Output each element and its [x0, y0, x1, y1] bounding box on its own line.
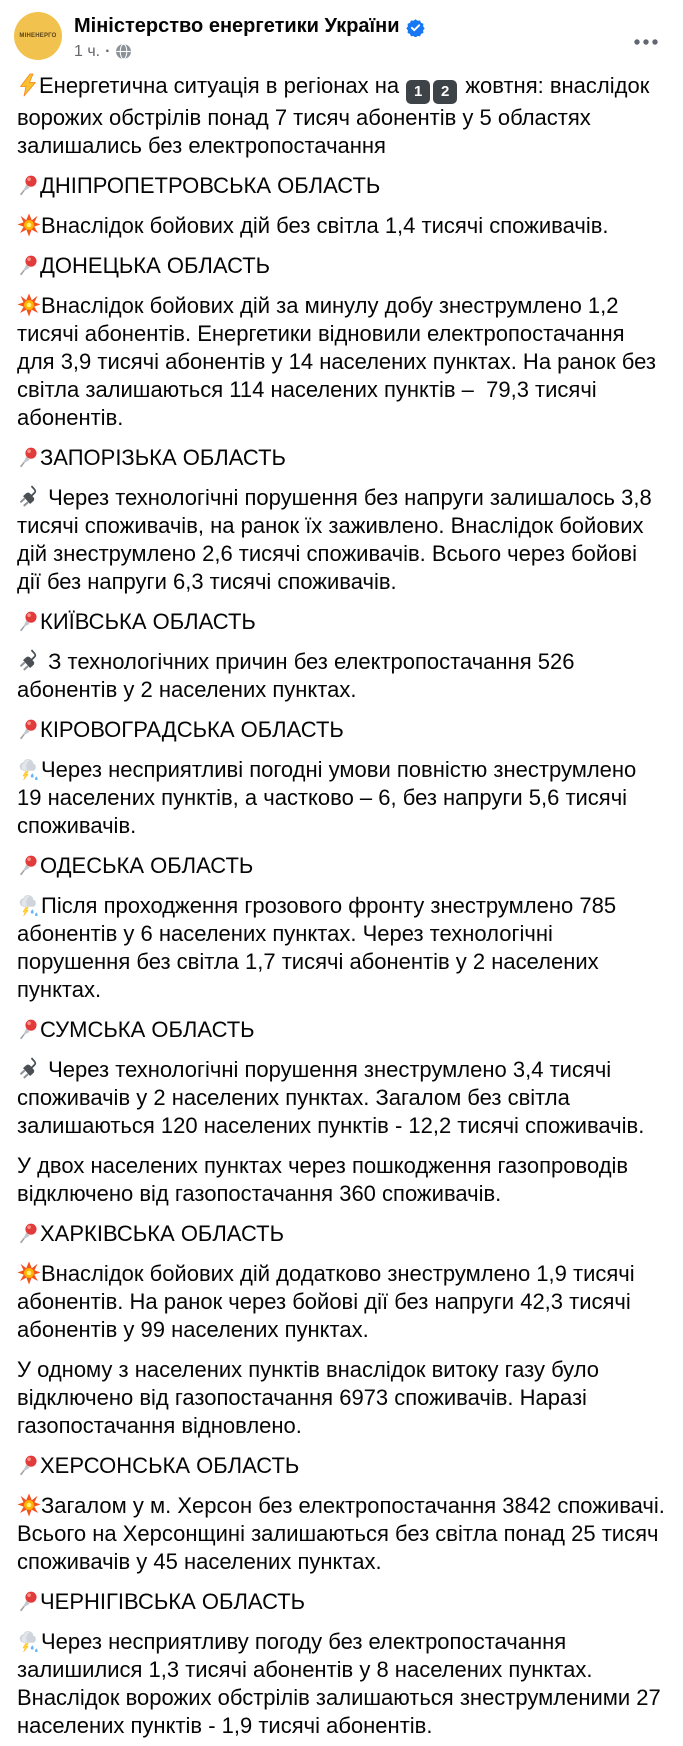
- pushpin-icon: [17, 445, 40, 469]
- region-heading: СУМСЬКА ОБЛАСТЬ: [17, 1016, 666, 1044]
- post-paragraph: Через несприятливі погодні умови повністю знеструмлено 19 населених пунктів, а частково – 6, без напруги 5,6 тисячі споживачів.: [17, 757, 643, 838]
- three-dots-icon: [633, 38, 659, 46]
- post-paragraph: Внаслідок бойових дій без світла 1,4 тисячі споживачів.: [17, 212, 666, 240]
- storm-icon: [17, 757, 41, 781]
- pushpin-icon: [17, 609, 40, 633]
- pushpin-icon: [17, 853, 40, 877]
- post-paragraph: Через технологічні порушення знеструмлено 3,4 тисячі споживачів у 2 населених пунктах. Загалом без світла залишаються 120 населених пунктів - 12,2 тисячі споживачів.: [17, 1057, 645, 1138]
- region-heading: ХАРКІВСЬКА ОБЛАСТЬ: [17, 1220, 666, 1248]
- post-paragraph: У одному з населених пунктів внаслідок витоку газу було відключено від газопостачання 6973 споживачів. Наразі газопостачання відновлено.: [17, 1357, 606, 1438]
- pushpin-icon: [17, 1221, 40, 1245]
- post-paragraph: Через несприятливу погоду без електропостачання залишилися 1,3 тисячі абонентів у 8 населених пунктах. Внаслідок ворожих обстрілів залишаються знеструмленими 27 населених пунктів - 1,9 тисячі абонентів.: [17, 1629, 667, 1738]
- storm-icon: [17, 893, 41, 917]
- post-paragraph: Через технологічні порушення без напруги залишалось 3,8 тисячі споживачів, на ранок їх заживлено. Внаслідок бойових дій знеструмлено 2,6 тисячі споживачів. Всього через бойові дії без напруги 6,3 тисячі споживачів.: [17, 485, 658, 594]
- collision-icon: [17, 293, 41, 317]
- collision-icon: [17, 1261, 41, 1285]
- region-heading: ОДЕСЬКА ОБЛАСТЬ: [17, 852, 666, 880]
- post-paragraph: Внаслідок бойових дій за минулу добу знеструмлено 1,2 тисячі абонентів. Енергетики відновили електропостачання для 3,9 тисячі абонентів у 14 населених пунктах. На ранок без світла залишаються 114 населених пунктів – 79,3 тисячі абонентів.: [17, 293, 663, 430]
- globe-privacy-icon: [115, 43, 132, 60]
- pushpin-icon: [17, 253, 40, 277]
- post-paragraph: З технологічних причин без електропостачання 526 абонентів у 2 населених пунктах.: [17, 649, 581, 702]
- region-heading: КІРОВОГРАДСЬКА ОБЛАСТЬ: [17, 716, 666, 744]
- region-heading: ЧЕРНІГІВСЬКА ОБЛАСТЬ: [17, 1588, 666, 1616]
- collision-icon: [17, 1493, 41, 1517]
- meta-separator: ·: [105, 42, 111, 60]
- post-body: [0, 68, 683, 1746]
- avatar-logo-text: МІНЕНЕРГО: [19, 33, 57, 39]
- post-paragraph: Після проходження грозового фронту знеструмлено 785 абонентів у 6 населених пунктах. Через технологічні порушення без світла 1,7 тисячі абонентів у 2 населених пунктах.: [17, 893, 623, 1002]
- post-paragraph: У двох населених пунктах через пошкодження газопроводів відключено від газопостачання 360 споживачів.: [17, 1153, 635, 1206]
- post-paragraph: Внаслідок бойових дій додатково знеструмлено 1,9 тисячі абонентів. На ранок через бойові дії без напруги 42,3 тисячі абонентів у 99 населених пунктах.: [17, 1261, 641, 1342]
- plug-icon: [17, 1057, 42, 1081]
- region-heading: ЗАПОРІЗЬКА ОБЛАСТЬ: [17, 444, 666, 472]
- region-heading: ХЕРСОНСЬКА ОБЛАСТЬ: [17, 1452, 666, 1480]
- pushpin-icon: [17, 717, 40, 741]
- more-options-button[interactable]: [629, 30, 663, 54]
- verified-badge-icon: [406, 18, 425, 37]
- storm-icon: [17, 1629, 41, 1653]
- page-name-link[interactable]: Міністерство енергетики України: [74, 15, 400, 37]
- keycap-1-icon: 1: [406, 80, 430, 104]
- pushpin-icon: [17, 1453, 40, 1477]
- collision-icon: [17, 213, 41, 237]
- region-heading: КИЇВСЬКА ОБЛАСТЬ: [17, 608, 666, 636]
- header-text: [74, 12, 667, 60]
- pushpin-icon: [17, 1017, 40, 1041]
- region-heading: ДОНЕЦЬКА ОБЛАСТЬ: [17, 252, 666, 280]
- post-meta-row: [74, 43, 667, 60]
- lightning-icon: [17, 73, 39, 97]
- plug-icon: [17, 485, 42, 509]
- pushpin-icon: [17, 173, 40, 197]
- page-avatar[interactable]: [14, 12, 62, 60]
- post-paragraph: Загалом у м. Херсон без електропостачання 3842 споживачі. Всього на Херсонщині залишаються без світла понад 25 тисяч споживачів у 45 населених пунктах.: [17, 1493, 671, 1574]
- post-timestamp[interactable]: 1 ч.: [74, 42, 101, 60]
- plug-icon: [17, 649, 42, 673]
- pushpin-icon: [17, 1589, 40, 1613]
- post-paragraph: Енергетична ситуація в регіонах на 1 2 жовтня: внаслідок ворожих обстрілів понад 7 тисяч абонентів у 5 областях залишались без електропостачання: [17, 73, 656, 158]
- page-name-row: [74, 14, 667, 38]
- keycap-2-icon: 2: [433, 80, 457, 104]
- post-header: [0, 0, 683, 68]
- region-heading: ДНІПРОПЕТРОВСЬКА ОБЛАСТЬ: [17, 172, 666, 200]
